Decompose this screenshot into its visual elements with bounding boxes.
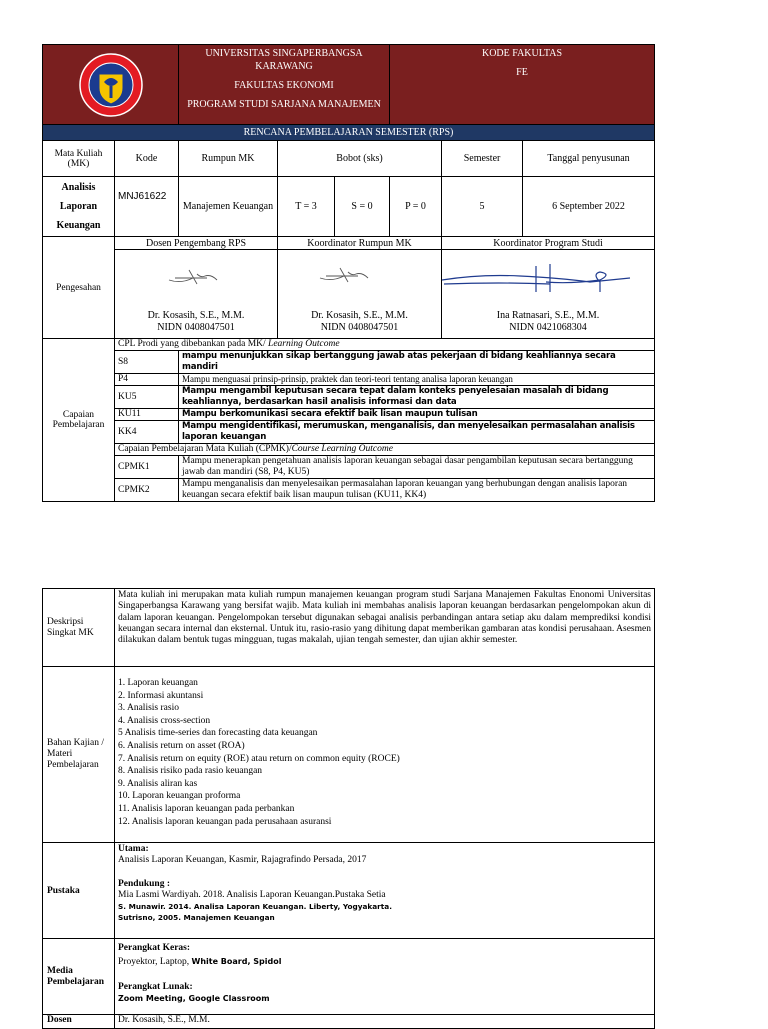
- signature-2: [318, 262, 378, 286]
- pustaka-content: [115, 843, 655, 939]
- media-row: [43, 939, 655, 1015]
- dosen-name: Dr. Kosasih, S.E., M.M.: [115, 1015, 655, 1029]
- faculty-name: FAKULTAS EKONOMI: [234, 80, 334, 91]
- cpl-code: KU11: [115, 409, 179, 421]
- faculty-code-value: FE: [516, 67, 528, 78]
- list-item: 1. Laporan keuangan: [118, 678, 198, 688]
- pustaka-pendukung-label: Pendukung :: [118, 879, 171, 889]
- signer-2-name: Dr. Kosasih, S.E., M.M.: [311, 310, 408, 321]
- university-header-row: [43, 45, 655, 125]
- list-item: 8. Analisis risiko pada rasio keuangan: [118, 766, 263, 777]
- media-keras-plain: Proyektor, Laptop,: [118, 957, 192, 967]
- signer-2-nidn: NIDN 0408047501: [320, 322, 399, 333]
- cpl-code: S8: [115, 351, 179, 374]
- program-name: PROGRAM STUDI SARJANA MANAJEMEN: [187, 99, 381, 110]
- dosen-label: Dosen: [43, 1015, 115, 1029]
- list-item: 7. Analisis return on equity (ROE) atau return on common equity (ROCE): [118, 753, 400, 764]
- signer-3-name: Ina Ratnasari, S.E., M.M.: [496, 310, 600, 321]
- cpl-text: Mampu berkomunikasi secara efektif baik lisan maupun tulisan: [179, 409, 655, 421]
- bobot-t: T = 3: [278, 177, 335, 237]
- media-label: Media Pembelajaran: [43, 939, 115, 1015]
- rps-title-row: [43, 125, 655, 141]
- pustaka-pendukung-item: Sutrisno, 2005. Manajemen Keuangan: [118, 913, 275, 922]
- cpl-header-row: [43, 339, 655, 351]
- pustaka-utama-label: Utama:: [118, 844, 149, 854]
- list-item: 11. Analisis laporan keuangan pada perbankan: [118, 803, 295, 814]
- media-lunak: Zoom Meeting, Google Classroom: [118, 994, 270, 1003]
- cpmk-text: Mampu menerapkan pengetahuan analisis laporan keuangan sebagai dasar pengambilan keputusan secara bertanggung jawab dan mandiri (S8, P4, KU5): [179, 456, 655, 479]
- cpmk-header: [115, 444, 655, 456]
- bahan-kajian-row: [43, 667, 655, 843]
- media-keras: [118, 954, 651, 968]
- signature-3: [440, 260, 640, 294]
- cpmk-row: [43, 479, 655, 502]
- cpl-text: Mampu mengidentifikasi, merumuskan, menganalisis, dan menyelesaikan permasalahan analisis laporan keuangan: [179, 421, 655, 444]
- university-seal-icon: [78, 52, 144, 118]
- cpl-row: [43, 351, 655, 374]
- pustaka-pendukung-item: S. Munawir. 2014. Analisa Laporan Keuangan. Liberty, Yogyakarta.: [118, 902, 392, 911]
- cpmk-code: CPMK1: [115, 456, 179, 479]
- role-koordinator-rumpun: Koordinator Rumpun MK: [278, 237, 442, 250]
- deskripsi-text: Mata kuliah ini merupakan mata kuliah rumpun manajemen keuangan program studi Sarjana Manajemen Fakultas Enonomi Universitas Singaperbangsa Karawang yang bersifat wajib. Mata kuliah ini membahas analisis laporan keuangan berdasarkan pengelompokan akun di dalam laporan keuangan. Pengelompokan tersebut digunakan sebagai analisis perbandingan antara setiap aku dalam memprediksi kondisi keuangan secara internal dan eksternal. Untuk itu, rasio-rasio yang dihitung dapat memberikan gambaran atas kondisi perusahaan. Asesmen dilakukan dalam bentuk tugas mingguan, tugas makalah, ujian tengah semester, dan ujian akhir semester.: [115, 589, 655, 667]
- header-rumpun: Rumpun MK: [179, 141, 278, 177]
- rps-header-table: [42, 44, 655, 502]
- course-code: MNJ61622: [115, 177, 179, 237]
- rps-title: RENCANA PEMBELAJARAN SEMESTER (RPS): [43, 125, 655, 141]
- course-semester: 5: [442, 177, 523, 237]
- signature-1: [167, 264, 227, 288]
- cpl-header: [115, 339, 655, 351]
- cpmk-header-text: Capaian Pembelajaran Mata Kuliah (CPMK)/: [118, 444, 292, 454]
- pustaka-label: Pustaka: [43, 843, 115, 939]
- pengesahan-signatures-row: [43, 250, 655, 339]
- signature-block-2: [278, 250, 442, 339]
- faculty-code-cell: [390, 45, 655, 125]
- cpl-header-text: CPL Prodi yang dibebankan pada MK/: [118, 339, 269, 349]
- cpl-text: mampu menunjukkan sikap bertanggung jawab atas pekerjaan di bidang keahliannya secara mandiri: [179, 351, 655, 374]
- deskripsi-row: [43, 589, 655, 667]
- list-item: 12. Analisis laporan keuangan pada perusahaan asuransi: [118, 816, 332, 827]
- university-name-cell: [179, 45, 390, 125]
- bobot-s: S = 0: [335, 177, 390, 237]
- university-name: UNIVERSITAS SINGAPERBANGSA KARAWANG: [205, 48, 363, 72]
- list-item: 9. Analisis aliran kas: [118, 778, 198, 789]
- header-bobot: Bobot (sks): [278, 141, 442, 177]
- signer-1-nidn: NIDN 0408047501: [157, 322, 235, 333]
- list-item: 2. Informasi akuntansi: [118, 690, 204, 701]
- list-item: 3. Analisis rasio: [118, 703, 179, 714]
- media-content: [115, 939, 655, 1015]
- header-kode: Kode: [115, 141, 179, 177]
- signer-3-nidn: NIDN 0421068304: [509, 322, 587, 333]
- header-semester: Semester: [442, 141, 523, 177]
- list-item: 5 Analisis time-series dan forecasting data keuangan: [118, 728, 318, 739]
- cpmk-header-row: [43, 444, 655, 456]
- media-lunak-label: Perangkat Lunak:: [118, 982, 193, 992]
- pustaka-utama: Analisis Laporan Keuangan, Kasmir, Rajagrafindo Persada, 2017: [118, 855, 367, 865]
- bahan-kajian-label: Bahan Kajian / Materi Pembelajaran: [43, 667, 115, 843]
- signer-1-name: Dr. Kosasih, S.E., M.M.: [147, 310, 245, 321]
- media-keras-label: Perangkat Keras:: [118, 943, 191, 953]
- course-name: Analisis Laporan Keuangan: [43, 177, 115, 237]
- course-info-row: [43, 177, 655, 237]
- cpmk-row: [43, 456, 655, 479]
- course-header-row: [43, 141, 655, 177]
- pustaka-row: [43, 843, 655, 939]
- dosen-row: [43, 1015, 655, 1029]
- list-item: 4. Analisis cross-section: [118, 715, 211, 726]
- media-keras-bold: White Board, Spidol: [191, 957, 282, 966]
- cpmk-code: CPMK2: [115, 479, 179, 502]
- pustaka-pendukung-item: Mia Lasmi Wardiyah. 2018. Analisis Laporan Keuangan.Pustaka Setia: [118, 890, 386, 900]
- cpl-code: P4: [115, 374, 179, 386]
- cpmk-header-italic: Course Learning Outcome: [291, 444, 393, 454]
- rps-detail-table: [42, 588, 655, 1029]
- course-date: 6 September 2022: [523, 177, 655, 237]
- list-item: 10. Laporan keuangan proforma: [118, 791, 241, 802]
- pengesahan-roles-row: [43, 237, 655, 250]
- list-item: 6. Analisis return on asset (ROA): [118, 740, 245, 751]
- deskripsi-label: Deskripsi Singkat MK: [43, 589, 115, 667]
- header-tanggal: Tanggal penyusunan: [523, 141, 655, 177]
- course-rumpun: Manajemen Keuangan: [179, 177, 278, 237]
- cpmk-text: Mampu menganalisis dan menyelesaikan permasalahan laporan keuangan yang berhubungan dengan analisis laporan keuangan secara efektif baik lisan maupun tulisan (KU11, KK4): [179, 479, 655, 502]
- cpl-code: KU5: [115, 386, 179, 409]
- cpl-code: KK4: [115, 421, 179, 444]
- faculty-code-label: KODE FAKULTAS: [481, 48, 563, 59]
- role-dosen-pengembang: Dosen Pengembang RPS: [115, 237, 278, 250]
- cpl-row: [43, 386, 655, 409]
- cpl-row: [43, 374, 655, 386]
- pengesahan-label: Pengesahan: [43, 237, 115, 339]
- cpl-header-italic: Learning Outcome: [268, 339, 340, 349]
- role-koordinator-prodi: Koordinator Program Studi: [442, 237, 655, 250]
- cpl-row: [43, 409, 655, 421]
- capaian-label: Capaian Pembelajaran: [43, 339, 115, 502]
- cpl-row: [43, 421, 655, 444]
- bobot-p: P = 0: [390, 177, 442, 237]
- header-mata-kuliah: Mata Kuliah (MK): [43, 141, 115, 177]
- logo-cell: [43, 45, 179, 125]
- cpl-text: Mampu menguasai prinsip-prinsip, praktek dan teori-teori tentang analisa laporan keuangan: [179, 374, 655, 386]
- signature-block-1: [115, 250, 278, 339]
- cpl-text: Mampu mengambil keputusan secara tepat dalam konteks penyelesaian masalah di bidang keahliannya, berdasarkan hasil analisis informasi dan data: [179, 386, 655, 409]
- signature-block-3: [442, 250, 655, 339]
- bahan-kajian-list: [115, 667, 655, 843]
